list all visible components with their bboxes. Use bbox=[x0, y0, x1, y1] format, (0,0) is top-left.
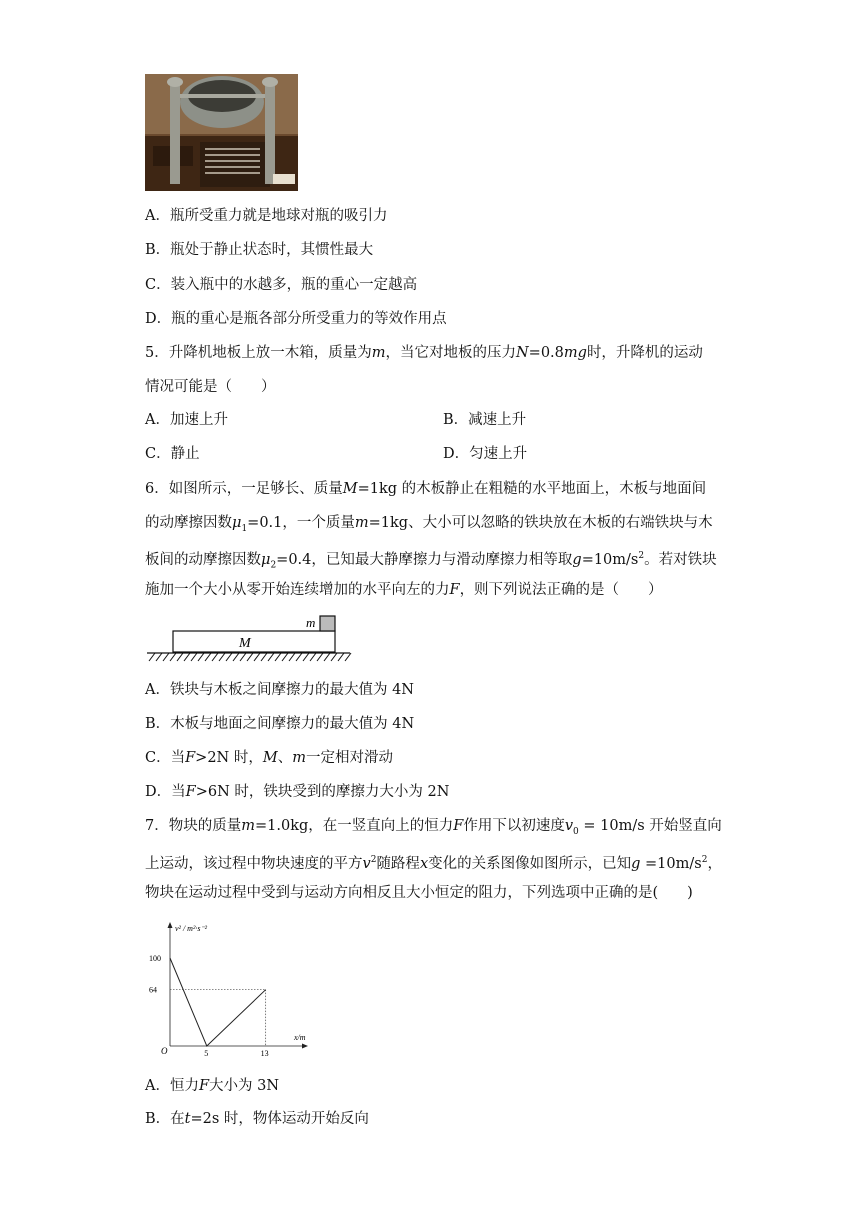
q6-option-a: A．铁块与木板之间摩擦力的最大值为 4N bbox=[145, 682, 414, 698]
y-tick-label: 100 bbox=[149, 954, 161, 963]
q5-option-c: C．静止 bbox=[145, 446, 200, 462]
q5-stem-line2: 情况可能是（ ） bbox=[145, 379, 276, 395]
q6-stem-line2: 的动摩擦因数$\mu_1=0.1$，一个质量m=1kg、大小可以忽略的铁块放在木板的右端铁块与木 bbox=[145, 515, 713, 534]
q5-stem-line1: 5．升降机地板上放一木箱，质量为m，当它对地板的压力N=0.8mg时，升降机的运动 bbox=[145, 345, 703, 361]
q7-stem-line2: 上运动，该过程中物块速度的平方$v^2$随路程x变化的关系图像如图所示，已知$g =10m/s^2$， bbox=[145, 855, 722, 872]
q5-option-b: B．减速上升 bbox=[443, 412, 527, 428]
q7-option-a: A．恒力F大小为 3N bbox=[145, 1078, 280, 1094]
v2-x-chart bbox=[145, 918, 320, 1063]
origin-label: O bbox=[161, 1046, 168, 1056]
y-axis-label: v² / m²·s⁻² bbox=[175, 924, 208, 933]
q5-option-a: A．加速上升 bbox=[145, 412, 228, 428]
q6-option-c: C．当F>2N 时，M、m一定相对滑动 bbox=[145, 750, 393, 766]
q6-stem-line4: 施加一个大小从零开始连续增加的水平向左的力F，则下列说法正确的是（ ） bbox=[145, 582, 663, 598]
block-label: m bbox=[306, 615, 316, 630]
board-block-figure bbox=[145, 612, 355, 664]
q4-option-c: C．装入瓶中的水越多，瓶的重心一定越高 bbox=[145, 277, 418, 293]
board-rect bbox=[173, 631, 335, 652]
q5-option-d: D．匀速上升 bbox=[443, 446, 528, 462]
q6-option-b: B．木板与地面之间摩擦力的最大值为 4N bbox=[145, 716, 415, 732]
q6-stem-line3: 板间的动摩擦因数$\mu_2=0.4$，已知最大静摩擦力与滑动摩擦力相等取$g=10m/s^2$。若对铁块 bbox=[145, 551, 717, 571]
block-rect bbox=[320, 616, 335, 631]
q7-stem-line1: 7．物块的质量m=1.0kg，在一竖直向上的恒力F作用下以初速度$v_0 = 10m/s$ 开始竖直向 bbox=[145, 818, 722, 837]
y-axis-arrow bbox=[168, 922, 173, 928]
q4-option-d: D．瓶的重心是瓶各部分所受重力的等效作用点 bbox=[145, 311, 447, 327]
q4-option-b: B．瓶处于静止状态时，其惯性最大 bbox=[145, 242, 374, 258]
q4-option-a: A．瓶所受重力就是地球对瓶的吸引力 bbox=[145, 208, 388, 224]
board-label: M bbox=[239, 636, 251, 651]
q7-stem-line3: 物块在运动过程中受到与运动方向相反且大小恒定的阻力，下列选项中正确的是( ) bbox=[145, 885, 693, 901]
ground-hatch bbox=[149, 653, 351, 661]
series-line bbox=[170, 958, 266, 1046]
x-tick-label: 13 bbox=[260, 1049, 269, 1058]
q6-option-d: D．当F>6N 时，铁块受到的摩擦力大小为 2N bbox=[145, 784, 450, 800]
y-tick-label: 64 bbox=[149, 985, 157, 995]
x-tick-label: 5 bbox=[204, 1049, 209, 1058]
q6-stem-line1: 6．如图所示，一足够长、质量M=1kg 的木板静止在粗糙的水平地面上，木板与地面间 bbox=[145, 481, 707, 497]
q7-option-b: B．在t=2s 时，物体运动开始反向 bbox=[145, 1111, 369, 1127]
x-axis-label: x/m bbox=[294, 1033, 306, 1042]
bottle-photo bbox=[145, 74, 298, 191]
x-axis-arrow bbox=[302, 1044, 308, 1049]
